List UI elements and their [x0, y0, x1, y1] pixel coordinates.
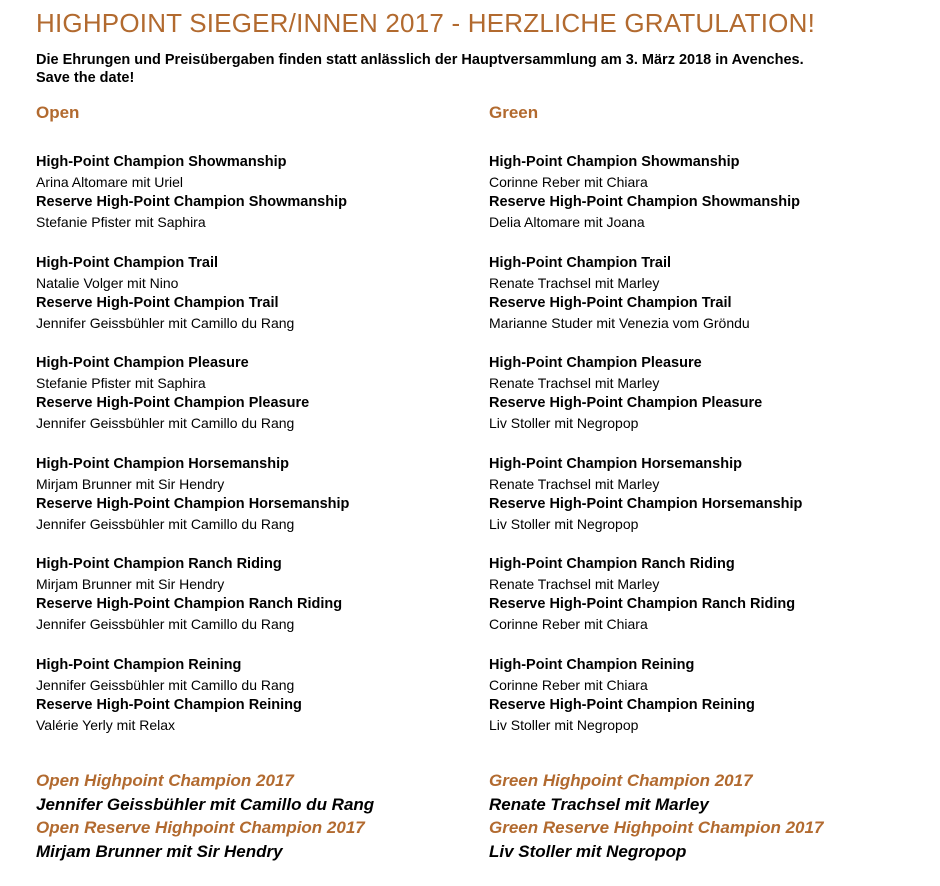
champion-name: Renate Trachsel mit Marley — [489, 475, 660, 492]
champion-label: High-Point Champion Reining — [489, 656, 695, 673]
reserve-name: Marianne Studer mit Venezia vom Gröndu — [489, 314, 750, 331]
overall-reserve-name: Mirjam Brunner mit Sir Hendry — [36, 841, 283, 861]
overall-champion-label: Green Highpoint Champion 2017 — [489, 771, 753, 790]
champion-label: High-Point Champion Showmanship — [36, 154, 287, 170]
award-block-showmanship — [36, 152, 476, 232]
champion-name: Renate Trachsel mit Marley — [489, 375, 660, 391]
reserve-label: Reserve High-Point Champion Reining — [489, 696, 755, 713]
champion-label: High-Point Champion Pleasure — [36, 355, 249, 371]
intro-text — [36, 51, 916, 87]
champion-label: High-Point Champion Ranch Riding — [489, 556, 735, 572]
overall-reserve-label: Open Reserve Highpoint Champion 2017 — [36, 818, 365, 837]
reserve-label: Reserve High-Point Champion Ranch Riding — [36, 596, 343, 612]
reserve-label: Reserve High-Point Champion Horsemanship — [489, 495, 803, 512]
overall-champion-name: Jennifer Geissbühler mit Camillo du Rang — [36, 794, 375, 814]
award-block-trail — [36, 253, 476, 333]
reserve-label: Reserve High-Point Champion Showmanship — [36, 194, 347, 210]
reserve-name: Valérie Yerly mit Relax — [36, 716, 176, 733]
reserve-name: Delia Altomare mit Joana — [489, 214, 645, 230]
champion-name: Renate Trachsel mit Marley — [489, 576, 660, 592]
overall-champion-label: Open Highpoint Champion 2017 — [36, 771, 294, 790]
champion-label: High-Point Champion Reining — [36, 656, 242, 673]
award-block-reining — [36, 655, 476, 735]
award-block-horsemanship — [489, 454, 929, 534]
champion-name: Renate Trachsel mit Marley — [489, 274, 660, 291]
award-block-reining — [489, 655, 929, 735]
reserve-label: Reserve High-Point Champion Ranch Riding — [489, 596, 796, 612]
reserve-label: Reserve High-Point Champion Showmanship — [489, 194, 800, 210]
reserve-name: Liv Stoller mit Negropop — [489, 515, 639, 532]
green-column — [489, 101, 929, 755]
reserve-name: Corinne Reber mit Chiara — [489, 616, 648, 632]
champion-name: Corinne Reber mit Chiara — [489, 676, 648, 693]
award-block-pleasure — [489, 353, 929, 433]
champion-label: High-Point Champion Horsemanship — [36, 455, 289, 472]
reserve-name: Jennifer Geissbühler mit Camillo du Rang — [36, 314, 295, 331]
reserve-name: Jennifer Geissbühler mit Camillo du Rang — [36, 515, 295, 532]
reserve-label: Reserve High-Point Champion Horsemanship — [36, 495, 350, 512]
reserve-name: Liv Stoller mit Negropop — [489, 716, 639, 733]
overall-reserve-label: Green Reserve Highpoint Champion 2017 — [489, 818, 824, 837]
reserve-label: Reserve High-Point Champion Pleasure — [36, 395, 310, 411]
open-column — [36, 101, 476, 755]
open-heading: Open — [36, 103, 80, 122]
intro-line-save-the-date: Save the date! — [36, 70, 135, 86]
champion-name: Mirjam Brunner mit Sir Hendry — [36, 475, 225, 492]
reserve-label: Reserve High-Point Champion Reining — [36, 696, 302, 713]
award-block-horsemanship — [36, 454, 476, 534]
champion-name: Corinne Reber mit Chiara — [489, 174, 648, 190]
page-title: HIGHPOINT SIEGER/INNEN 2017 - HERZLICHE GRATULATION! — [36, 8, 815, 38]
champion-name: Stefanie Pfister mit Saphira — [36, 375, 206, 391]
champion-name: Jennifer Geissbühler mit Camillo du Rang — [36, 676, 295, 693]
overall-reserve-name: Liv Stoller mit Negropop — [489, 841, 687, 861]
award-block-pleasure — [36, 353, 476, 433]
reserve-label: Reserve High-Point Champion Pleasure — [489, 395, 763, 411]
green-heading: Green — [489, 103, 539, 122]
reserve-name: Jennifer Geissbühler mit Camillo du Rang — [36, 415, 295, 431]
overall-champion-name: Renate Trachsel mit Marley — [489, 794, 709, 814]
reserve-name: Jennifer Geissbühler mit Camillo du Rang — [36, 616, 295, 632]
champion-label: High-Point Champion Trail — [36, 254, 219, 271]
champion-name: Mirjam Brunner mit Sir Hendry — [36, 576, 225, 592]
green-overall-summary — [489, 769, 939, 863]
award-block-ranch-riding — [36, 554, 476, 634]
open-overall-summary — [36, 769, 486, 863]
champion-label: High-Point Champion Horsemanship — [489, 455, 742, 472]
champion-label: High-Point Champion Showmanship — [489, 154, 740, 170]
champion-name: Arina Altomare mit Uriel — [36, 174, 184, 190]
award-block-showmanship — [489, 152, 929, 232]
award-block-ranch-riding — [489, 554, 929, 634]
champion-name: Natalie Volger mit Nino — [36, 274, 179, 291]
champion-label: High-Point Champion Ranch Riding — [36, 556, 282, 572]
champion-label: High-Point Champion Pleasure — [489, 355, 702, 371]
award-block-trail — [489, 253, 929, 333]
champion-label: High-Point Champion Trail — [489, 254, 672, 271]
reserve-name: Liv Stoller mit Negropop — [489, 415, 639, 431]
reserve-label: Reserve High-Point Champion Trail — [489, 294, 732, 311]
reserve-name: Stefanie Pfister mit Saphira — [36, 214, 206, 230]
reserve-label: Reserve High-Point Champion Trail — [36, 294, 279, 311]
intro-line-announcement: Die Ehrungen und Preisübergaben finden statt anlässlich der Hauptversammlung am 3. März 2018 in Avenches. — [36, 52, 804, 68]
